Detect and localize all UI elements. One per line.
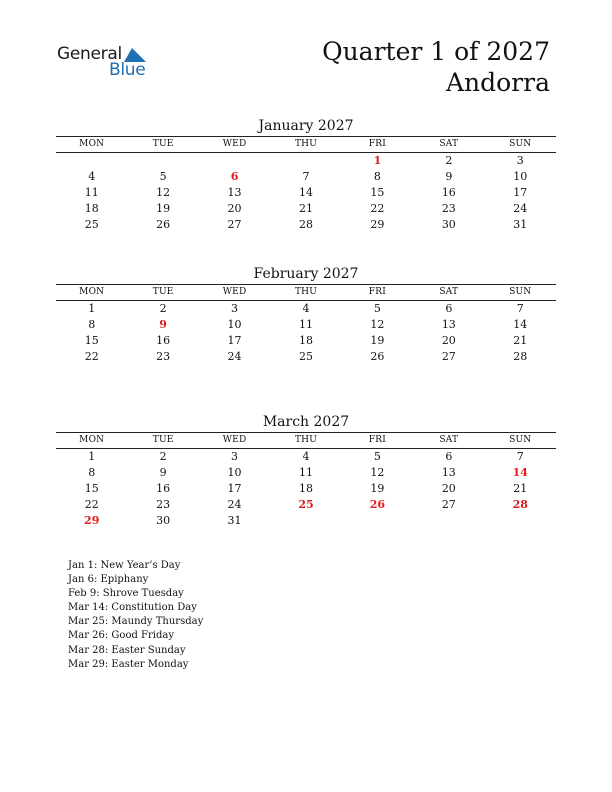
day-cell: 1	[88, 302, 96, 315]
weekday-label: SAT	[439, 287, 459, 297]
holiday-day-cell: 29	[84, 514, 100, 527]
day-cell: 31	[227, 514, 242, 527]
week-row	[56, 333, 556, 349]
title-country: Andorra	[445, 68, 550, 97]
day-cell: 19	[370, 482, 385, 495]
holiday-day-cell: 25	[298, 498, 314, 511]
holiday-day-cell: 6	[230, 170, 239, 183]
day-cell: 25	[298, 350, 313, 363]
day-cell: 3	[231, 450, 239, 463]
day-cell: 23	[156, 350, 171, 363]
day-cell: 8	[88, 466, 96, 479]
day-cell: 23	[441, 202, 456, 215]
day-cell: 22	[370, 202, 385, 215]
day-cell: 22	[84, 498, 99, 511]
day-cell: 19	[156, 202, 171, 215]
day-cell: 2	[445, 154, 453, 167]
day-cell: 2	[159, 302, 167, 315]
day-cell: 19	[370, 334, 385, 347]
day-cell: 3	[231, 302, 239, 315]
title-quarter: Quarter 1 of 2027	[322, 37, 550, 66]
week-row	[56, 481, 556, 497]
page-title	[322, 36, 550, 98]
day-cell: 30	[441, 218, 456, 231]
day-cell: 8	[373, 170, 381, 183]
weekday-label: SAT	[439, 435, 459, 445]
week-row	[56, 317, 556, 333]
month-name: January 2027	[258, 118, 354, 134]
day-cell: 14	[298, 186, 313, 199]
week-row	[56, 301, 556, 317]
weekday-label: FRI	[368, 287, 386, 297]
holiday-day-cell: 1	[373, 154, 382, 167]
day-cell	[413, 513, 484, 529]
day-cell: 2	[159, 450, 167, 463]
day-cell: 20	[441, 482, 456, 495]
weekday-label: SUN	[509, 435, 532, 445]
day-cell: 21	[513, 482, 528, 495]
day-cell: 20	[441, 334, 456, 347]
holiday-list-item: Mar 14: Constitution Day	[68, 602, 197, 614]
day-cell: 6	[445, 450, 453, 463]
logo-word-general: General	[57, 44, 122, 64]
holiday-list-item: Mar 26: Good Friday	[68, 630, 174, 642]
day-cell: 1	[88, 450, 96, 463]
day-cell: 28	[298, 218, 313, 231]
day-cell	[270, 513, 341, 529]
day-cell: 27	[441, 350, 456, 363]
weekday-label: THU	[294, 139, 317, 149]
day-cell	[127, 153, 198, 169]
weekday-header	[56, 285, 556, 301]
day-cell: 21	[298, 202, 313, 215]
day-cell: 29	[370, 218, 385, 231]
day-cell: 16	[441, 186, 456, 199]
day-cell: 8	[88, 318, 96, 331]
month-calendar	[56, 264, 556, 365]
weekday-label: MON	[79, 139, 105, 149]
week-row	[56, 465, 556, 481]
weekday-label: WED	[222, 139, 247, 149]
weekday-label: SUN	[509, 287, 532, 297]
day-cell: 23	[156, 498, 171, 511]
week-row	[56, 497, 556, 513]
weekday-label: TUE	[152, 435, 174, 445]
weekday-label: FRI	[368, 435, 386, 445]
day-cell: 12	[370, 466, 385, 479]
month-name: March 2027	[262, 414, 350, 430]
day-cell: 12	[156, 186, 171, 199]
brand-logo	[57, 44, 157, 84]
month-grid	[56, 136, 556, 233]
holiday-list-item: Mar 25: Maundy Thursday	[68, 616, 204, 628]
day-cell	[199, 153, 270, 169]
day-cell: 17	[513, 186, 528, 199]
weekday-label: FRI	[368, 139, 386, 149]
day-cell: 27	[441, 498, 456, 511]
day-cell: 15	[84, 334, 99, 347]
holiday-list-item: Jan 6: Epiphany	[68, 574, 149, 586]
day-cell: 13	[441, 318, 456, 331]
month-calendar	[56, 116, 556, 233]
week-row	[56, 169, 556, 185]
weekday-label: MON	[79, 287, 105, 297]
day-cell: 20	[227, 202, 242, 215]
day-cell: 18	[298, 334, 313, 347]
day-cell: 24	[513, 202, 528, 215]
day-cell: 6	[445, 302, 453, 315]
day-cell: 24	[227, 350, 242, 363]
day-cell	[485, 513, 556, 529]
week-row	[56, 449, 556, 465]
week-row	[56, 153, 556, 169]
day-cell: 27	[227, 218, 242, 231]
day-cell: 10	[513, 170, 528, 183]
day-cell: 21	[513, 334, 528, 347]
day-cell: 9	[445, 170, 453, 183]
week-row	[56, 185, 556, 201]
day-cell: 5	[159, 170, 167, 183]
holiday-day-cell: 28	[512, 498, 528, 511]
day-cell: 4	[88, 170, 96, 183]
day-cell: 15	[370, 186, 385, 199]
day-cell: 4	[302, 450, 310, 463]
holiday-list-item: Feb 9: Shrove Tuesday	[68, 588, 184, 600]
day-cell: 15	[84, 482, 99, 495]
day-cell: 18	[298, 482, 313, 495]
weekday-header	[56, 137, 556, 153]
day-cell: 22	[84, 350, 99, 363]
holiday-day-cell: 14	[512, 466, 528, 479]
day-cell	[342, 513, 413, 529]
day-cell: 26	[370, 350, 385, 363]
day-cell: 9	[159, 466, 167, 479]
day-cell: 30	[156, 514, 171, 527]
day-cell: 16	[156, 482, 171, 495]
day-cell: 12	[370, 318, 385, 331]
day-cell: 11	[298, 466, 313, 479]
holiday-day-cell: 9	[159, 318, 167, 331]
weekday-label: TUE	[152, 287, 174, 297]
weekday-label: MON	[79, 435, 105, 445]
weekday-label: WED	[222, 435, 247, 445]
day-cell: 5	[373, 302, 381, 315]
weekday-label: TUE	[152, 139, 174, 149]
day-cell: 26	[156, 218, 171, 231]
day-cell: 18	[84, 202, 99, 215]
week-row	[56, 513, 556, 529]
weekday-label: THU	[294, 435, 317, 445]
weekday-label: WED	[222, 287, 247, 297]
weekday-label: THU	[294, 287, 317, 297]
weekday-header	[56, 433, 556, 449]
weekday-label: SAT	[439, 139, 459, 149]
holiday-list-item: Jan 1: New Year’s Day	[68, 560, 181, 571]
day-cell: 24	[227, 498, 242, 511]
day-cell: 13	[227, 186, 242, 199]
day-cell: 7	[302, 170, 310, 183]
day-cell	[56, 153, 127, 169]
day-cell: 25	[84, 218, 99, 231]
holiday-list-item: Mar 29: Easter Monday	[68, 658, 189, 670]
logo-word-blue: Blue	[109, 60, 146, 80]
month-calendar	[56, 412, 556, 529]
month-grid	[56, 284, 556, 365]
month-grid	[56, 432, 556, 529]
day-cell: 11	[298, 318, 313, 331]
day-cell: 11	[84, 186, 99, 199]
day-cell: 5	[373, 450, 381, 463]
day-cell: 7	[516, 450, 524, 463]
holiday-day-cell: 26	[369, 498, 386, 511]
month-name: February 2027	[253, 266, 359, 282]
day-cell: 10	[227, 318, 242, 331]
weekday-label: SUN	[509, 139, 532, 149]
day-cell: 16	[156, 334, 171, 347]
day-cell: 31	[513, 218, 528, 231]
week-row	[56, 349, 556, 365]
day-cell: 28	[513, 350, 528, 363]
day-cell: 17	[227, 334, 242, 347]
holiday-list	[68, 559, 203, 672]
day-cell: 14	[513, 318, 528, 331]
day-cell: 10	[227, 466, 242, 479]
week-row	[56, 201, 556, 217]
holiday-list-item: Mar 28: Easter Sunday	[68, 644, 186, 656]
week-row	[56, 217, 556, 233]
day-cell: 3	[516, 154, 524, 167]
day-cell: 7	[516, 302, 524, 315]
day-cell	[270, 153, 341, 169]
day-cell: 17	[227, 482, 242, 495]
day-cell: 4	[302, 302, 310, 315]
day-cell: 13	[441, 466, 456, 479]
